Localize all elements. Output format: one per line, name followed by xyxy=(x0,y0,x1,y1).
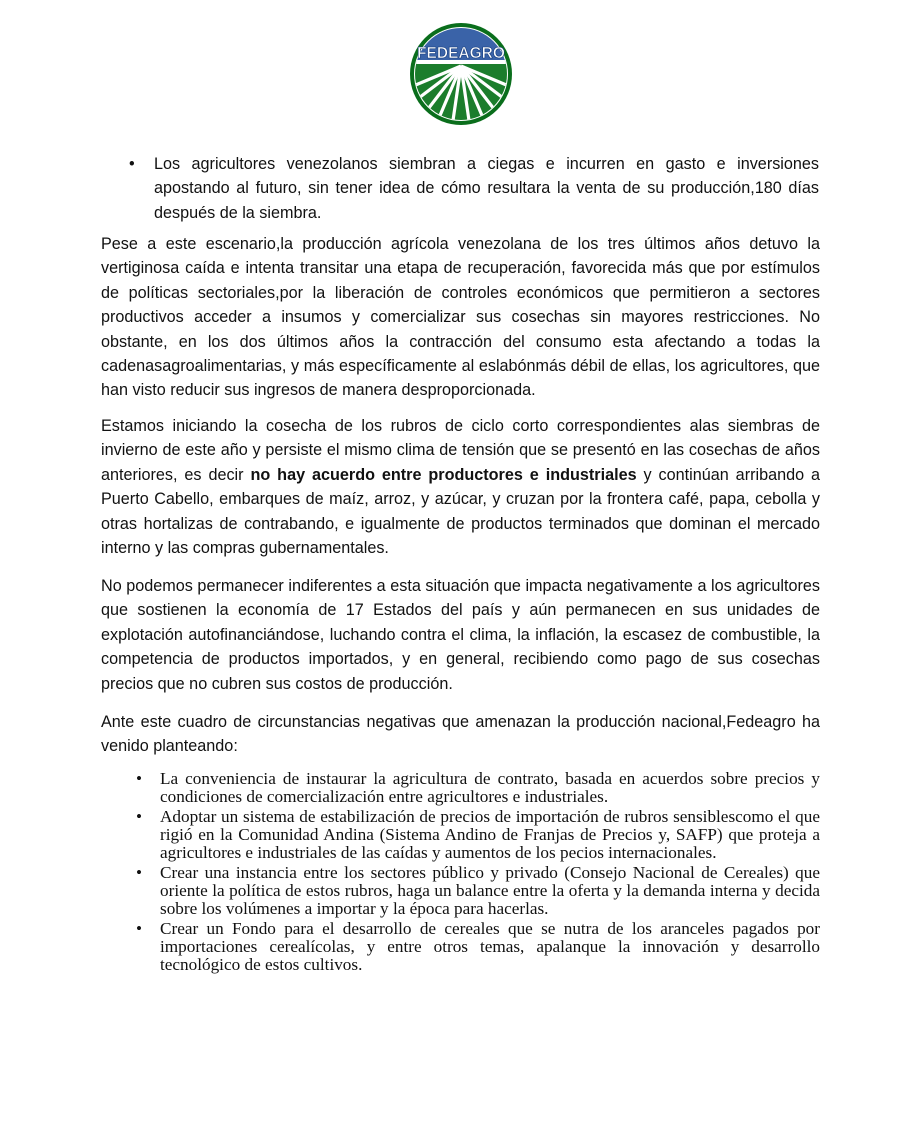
list-item: • Crear una instancia entre los sectores público y privado (Consejo Nacional de Cereales) que oriente la política de estos rubros, haga un balance entre la oferta y la demanda interna y decida sobre los volúmenes a importar y la época para hacerlas. xyxy=(136,863,820,918)
svg-text:FEDEAGRO: FEDEAGRO xyxy=(417,45,505,62)
proposals-list xyxy=(136,769,820,976)
list-item: • Adoptar un sistema de estabilización de precios de importación de rubros sensiblescomo el que rigió en la Comunidad Andina (Sistema Andino de Franjas de Precios y, SAFP) que proteja a agricultores e industriales de las caídas y aumentos de los pecios internacionales. xyxy=(136,807,820,862)
bullet-dot-icon: • xyxy=(136,769,143,788)
bullet-dot-icon: • xyxy=(136,807,143,826)
bullet-dot-icon: • xyxy=(136,863,143,882)
paragraph-fedeagro-proposals: Ante este cuadro de circunstancias negativas que amenazan la producción nacional,Fedeagro ha venido planteando: xyxy=(101,713,820,756)
fedeagro-logo xyxy=(409,22,513,126)
paragraph-harvest: Estamos iniciando la cosecha de los rubros de ciclo corto correspondientes alas siembras de invierno de este año y persiste el mismo clima de tensión que se presentó en las cosechas de años anteriores, es decir no hay acuerdo entre productores e industriales y continúan arribando a Puerto Cabello, embarques de maíz, arroz, y azúcar, y cruzan por la frontera café, papa, cebolla y otras hortalizas de contrabando, e igualmente de productos terminados que dominan el mercado interno y las compras gubernamentales. xyxy=(101,417,821,558)
bullet-dot-icon: • xyxy=(129,155,135,173)
paragraph-farmers: No podemos permanecer indiferentes a esta situación que impacta negativamente a los agricultores que sostienen la economía de 17 Estados del país y aún permanecen en sus unidades de explotación autofinanciándose, luchando contra el clima, la inflación, la escasez de combustible, la competencia de productos importados, y en general, recibiendo como pago de sus cosechas precios que no cubren sus costos de producción. xyxy=(101,577,820,693)
list-item: • La conveniencia de instaurar la agricultura de contrato, basada en acuerdos sobre precios y condiciones de comercialización entre agricultores e industriales. xyxy=(136,769,820,806)
list-item: • Crear un Fondo para el desarrollo de cereales que se nutra de los aranceles pagados por importaciones cerealícolas, y entre otros temas, apalanque la innovación y desarrollo tecnológico de estos cultivos. xyxy=(136,919,820,974)
intro-bullet xyxy=(129,152,819,225)
emphasis-no-agreement: no hay acuerdo entre productores e industriales xyxy=(250,465,637,484)
bullet-dot-icon: • xyxy=(136,919,143,938)
paragraph-context: Pese a este escenario,la producción agrícola venezolana de los tres últimos años detuvo la vertiginosa caída e intenta transitar una etapa de recuperación, favorecida más que por estímulos de políticas sectoriales,por la liberación de controles económicos que permitieron a sectores productivos acceder a insumos y comercializar sus cosechas sin mayores restricciones. No obstante, en los dos últimos años la contracción del consumo esta afectando a todas la cadenasagroalimentarias, y más específicamente al eslabónmás débil de ellas, los agricultores, que han visto reducir sus ingresos de manera desproporcionada. xyxy=(101,235,820,400)
intro-bullet-text: Los agricultores venezolanos siembran a ciegas e incurren en gasto e inversiones apostando al futuro, sin tener idea de cómo resultara la venta de su producción,180 días después de la siembra. xyxy=(154,155,819,222)
